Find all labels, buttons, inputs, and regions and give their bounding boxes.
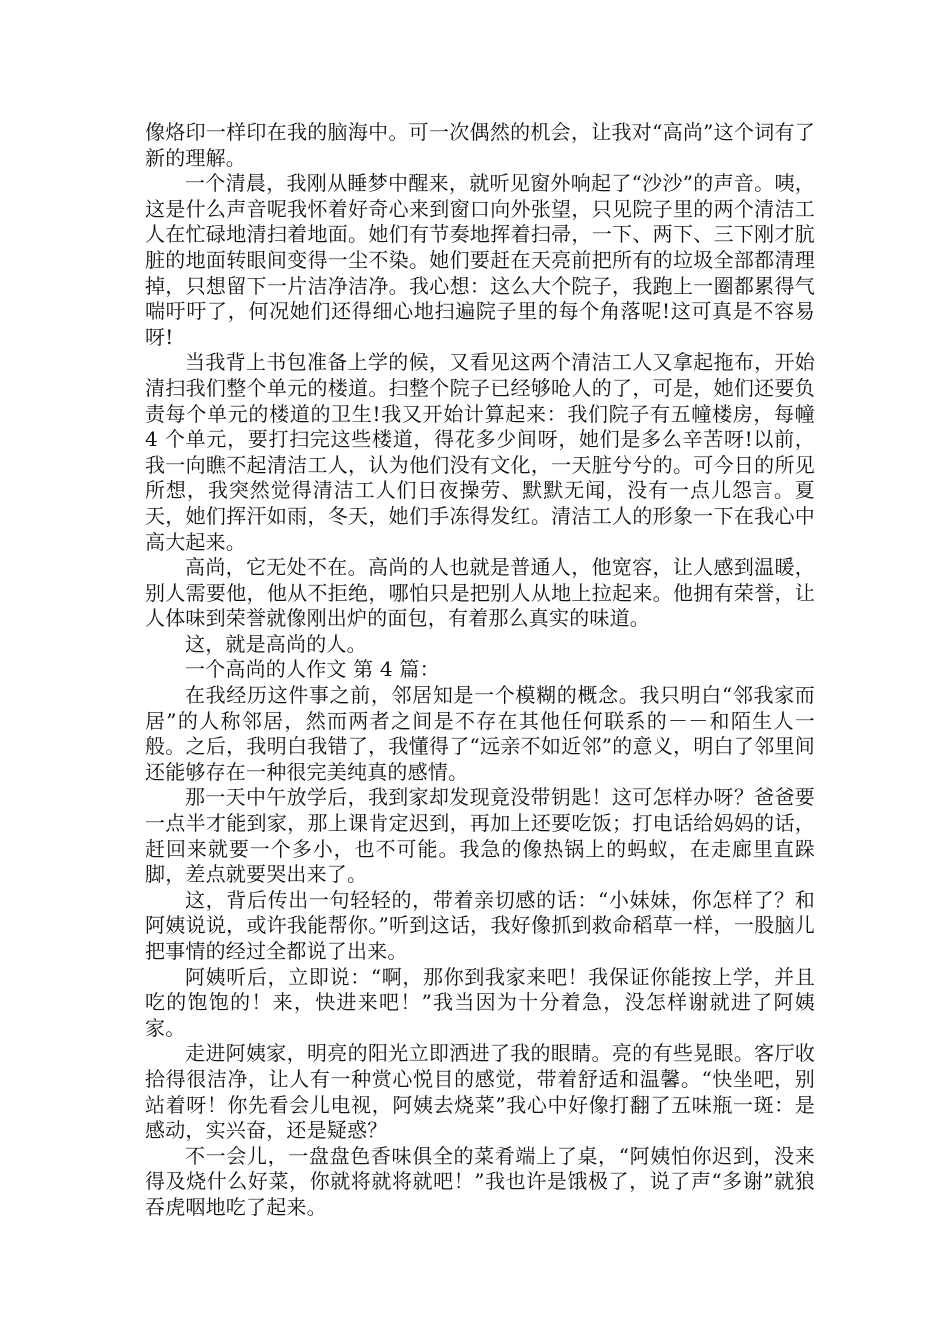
paragraph-3: 当我背上书包准备上学的候，又看见这两个清洁工人又拿起拖布，开始清扫我们整个单元的楼道。扫整个院子已经够呛人的了，可是，她们还要负责每个单元的楼道的卫生!我又开始计算起来：我们院子有五幢楼房，每幢 4 个单元，要打扫完这些楼道，得花多少间呀，她们是多么辛苦呀!以前，我一向瞧不起清洁工人，认为他们没有文化，一天脏兮兮的。可今日的所见所想，我突然觉得清洁工人们日夜操劳、默默无闻，没有一点儿怨言。夏天，她们挥汗如雨，冬天，她们手冻得发红。清洁工人的形象一下在我心中高大起来。 xyxy=(145,350,815,554)
paragraph-12: 不一会儿，一盘盘色香味俱全的菜肴端上了桌，“阿姨怕你迟到，没来得及烧什么好菜，你就将就将就吧！”我也许是饿极了，说了声“多谢”就狼吞虎咽地吃了起来。 xyxy=(145,1143,815,1219)
paragraph-10: 阿姨听后，立即说：“啊，那你到我家来吧！我保证你能按上学，并且吃的饱饱的！来，快进来吧！”我当因为十分着急，没怎样谢就进了阿姨家。 xyxy=(145,964,815,1040)
paragraph-7: 在我经历这件事之前，邻居知是一个模糊的概念。我只明白“邻我家而居”的人称邻居，然而两者之间是不存在其他任何联系的－－和陌生人一般。之后，我明白我错了，我懂得了“远亲不如近邻”的意义，明白了邻里间还能够存在一种很完美纯真的感情。 xyxy=(145,683,815,784)
section-heading: 一个高尚的人作文 第 4 篇： xyxy=(185,657,440,682)
paragraph-1: 像烙印一样印在我的脑海中。可一次偶然的机会，让我对“高尚”这个词有了新的理解。 xyxy=(145,120,815,170)
document-page xyxy=(145,120,815,1221)
paragraph-9: 这，背后传出一句轻轻的，带着亲切感的话：“小妹妹，你怎样了？和阿姨说说，或许我能帮你。”听到这话，我好像抓到救命稻草一样，一股脑儿把事情的经过全都说了出来。 xyxy=(145,887,815,963)
paragraph-5: 这，就是高尚的人。 xyxy=(185,631,367,656)
paragraph-11: 走进阿姨家，明亮的阳光立即洒进了我的眼睛。亮的有些晃眼。客厅收拾得很洁净，让人有一种赏心悦目的感觉，带着舒适和温馨。“快坐吧，别站着呀！你先看会儿电视，阿姨去烧菜”我心中好像打翻了五味瓶一斑：是感动，实兴奋，还是疑惑？ xyxy=(145,1041,815,1143)
paragraph-2: 一个清晨，我刚从睡梦中醒来，就听见窗外响起了“沙沙”的声音。咦，这是什么声音呢我怀着好奇心来到窗口向外张望，只见院子里的两个清洁工人在忙碌地清扫着地面。她们有节奏地挥着扫帚，一下、两下、三下刚才肮脏的地面转眼间变得一尘不染。她们要赶在天亮前把所有的垃圾全部都清理掉，只想留下一片洁净洁净。我心想：这么大个院子，我跑上一圈都累得气喘吁吁了，何况她们还得细心地扫遍院子里的每个角落呢!这可真是不容易呀! xyxy=(145,171,815,349)
paragraph-8: 那一天中午放学后，我到家却发现竟没带钥匙！这可怎样办呀？爸爸要一点半才能到家，那上课肯定迟到，再加上还要吃饭；打电话给妈妈的话，赶回来就要一个多小，也不可能。我急的像热锅上的蚂蚁，在走廊里直跺脚，差点就要哭出来了。 xyxy=(145,785,815,887)
paragraph-4: 高尚，它无处不在。高尚的人也就是普通人，他宽容，让人感到温暖，别人需要他，他从不拒绝，哪怕只是把别人从地上拉起来。他拥有荣誉，让人体味到荣誉就像刚出炉的面包，有着那么真实的味道。 xyxy=(145,555,815,631)
